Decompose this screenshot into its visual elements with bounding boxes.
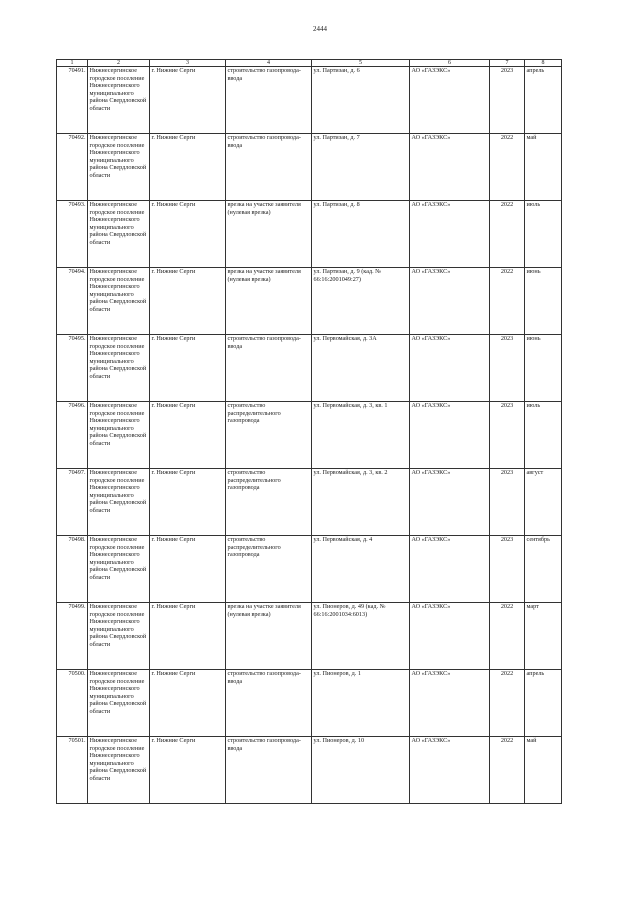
month-cell: март (525, 603, 562, 670)
locality-cell: г. Нижние Серги (150, 201, 226, 268)
organization-cell: АО «ГАЗЭКС» (410, 670, 490, 737)
table-row (57, 335, 562, 402)
address-cell: ул. Партизан, д. 7 (312, 134, 410, 201)
year-cell: 2022 (490, 201, 525, 268)
month-cell: июль (525, 402, 562, 469)
work-type-cell: строительство газопровода-ввода (226, 134, 312, 201)
locality-cell: г. Нижние Серги (150, 469, 226, 536)
municipality-cell: Нижнесергинское городское поселение Нижнесергинского муниципального района Свердловской области (88, 536, 150, 603)
work-type-cell: врезка на участке заявителя (нулевая врезка) (226, 201, 312, 268)
organization-cell: АО «ГАЗЭКС» (410, 603, 490, 670)
month-cell: май (525, 134, 562, 201)
organization-cell: АО «ГАЗЭКС» (410, 268, 490, 335)
organization-cell: АО «ГАЗЭКС» (410, 469, 490, 536)
municipality-cell: Нижнесергинское городское поселение Нижнесергинского муниципального района Свердловской области (88, 402, 150, 469)
address-cell: ул. Первомайская, д. 4 (312, 536, 410, 603)
work-type-cell: строительство распределительного газопровода (226, 402, 312, 469)
row-number: 70496. (57, 402, 88, 469)
gasification-table (56, 59, 562, 804)
address-cell: ул. Партизан, д. 6 (312, 67, 410, 134)
work-type-cell: строительство газопровода-ввода (226, 335, 312, 402)
organization-cell: АО «ГАЗЭКС» (410, 737, 490, 804)
year-cell: 2023 (490, 67, 525, 134)
year-cell: 2022 (490, 268, 525, 335)
locality-cell: г. Нижние Серги (150, 268, 226, 335)
table-row (57, 603, 562, 670)
column-number: 2 (88, 60, 150, 67)
month-cell: сентябрь (525, 536, 562, 603)
address-cell: ул. Пионеров, д. 49 (кад. № 66:16:2001034:6013) (312, 603, 410, 670)
row-number: 70491. (57, 67, 88, 134)
locality-cell: г. Нижние Серги (150, 670, 226, 737)
work-type-cell: строительство газопровода-ввода (226, 670, 312, 737)
column-number: 7 (490, 60, 525, 67)
column-number-row (57, 60, 562, 67)
row-number: 70498. (57, 536, 88, 603)
row-number: 70501. (57, 737, 88, 804)
work-type-cell: строительство газопровода-ввода (226, 737, 312, 804)
municipality-cell: Нижнесергинское городское поселение Нижнесергинского муниципального района Свердловской области (88, 268, 150, 335)
address-cell: ул. Первомайская, д. 3, кв. 1 (312, 402, 410, 469)
row-number: 70493. (57, 201, 88, 268)
locality-cell: г. Нижние Серги (150, 737, 226, 804)
year-cell: 2023 (490, 402, 525, 469)
municipality-cell: Нижнесергинское городское поселение Нижнесергинского муниципального района Свердловской области (88, 670, 150, 737)
column-number: 3 (150, 60, 226, 67)
table-row (57, 737, 562, 804)
municipality-cell: Нижнесергинское городское поселение Нижнесергинского муниципального района Свердловской области (88, 737, 150, 804)
year-cell: 2023 (490, 469, 525, 536)
row-number: 70497. (57, 469, 88, 536)
table-row (57, 268, 562, 335)
work-type-cell: строительство распределительного газопровода (226, 469, 312, 536)
month-cell: июнь (525, 335, 562, 402)
locality-cell: г. Нижние Серги (150, 603, 226, 670)
address-cell: ул. Первомайская, д. 3, кв. 2 (312, 469, 410, 536)
locality-cell: г. Нижние Серги (150, 402, 226, 469)
locality-cell: г. Нижние Серги (150, 134, 226, 201)
column-number: 6 (410, 60, 490, 67)
table-row (57, 201, 562, 268)
table-row (57, 469, 562, 536)
year-cell: 2022 (490, 670, 525, 737)
municipality-cell: Нижнесергинское городское поселение Нижнесергинского муниципального района Свердловской области (88, 67, 150, 134)
municipality-cell: Нижнесергинское городское поселение Нижнесергинского муниципального района Свердловской области (88, 335, 150, 402)
locality-cell: г. Нижние Серги (150, 335, 226, 402)
work-type-cell: строительство газопровода-ввода (226, 67, 312, 134)
month-cell: май (525, 737, 562, 804)
work-type-cell: строительство распределительного газопровода (226, 536, 312, 603)
month-cell: апрель (525, 670, 562, 737)
year-cell: 2023 (490, 536, 525, 603)
organization-cell: АО «ГАЗЭКС» (410, 536, 490, 603)
table-row (57, 67, 562, 134)
municipality-cell: Нижнесергинское городское поселение Нижнесергинского муниципального района Свердловской области (88, 134, 150, 201)
organization-cell: АО «ГАЗЭКС» (410, 335, 490, 402)
address-cell: ул. Партизан, д. 9 (кад. № 66:16:2001049:27) (312, 268, 410, 335)
municipality-cell: Нижнесергинское городское поселение Нижнесергинского муниципального района Свердловской области (88, 469, 150, 536)
year-cell: 2022 (490, 134, 525, 201)
table-row (57, 402, 562, 469)
column-number: 1 (57, 60, 88, 67)
work-type-cell: врезка на участке заявителя (нулевая врезка) (226, 603, 312, 670)
row-number: 70500. (57, 670, 88, 737)
column-number: 4 (226, 60, 312, 67)
year-cell: 2022 (490, 737, 525, 804)
year-cell: 2022 (490, 603, 525, 670)
municipality-cell: Нижнесергинское городское поселение Нижнесергинского муниципального района Свердловской области (88, 201, 150, 268)
address-cell: ул. Пионеров, д. 10 (312, 737, 410, 804)
row-number: 70495. (57, 335, 88, 402)
row-number: 70494. (57, 268, 88, 335)
address-cell: ул. Пионеров, д. 1 (312, 670, 410, 737)
table-row (57, 670, 562, 737)
address-cell: ул. Первомайская, д. 3А (312, 335, 410, 402)
year-cell: 2023 (490, 335, 525, 402)
month-cell: август (525, 469, 562, 536)
locality-cell: г. Нижние Серги (150, 67, 226, 134)
address-cell: ул. Партизан, д. 8 (312, 201, 410, 268)
work-type-cell: врезка на участке заявителя (нулевая врезка) (226, 268, 312, 335)
month-cell: июнь (525, 268, 562, 335)
locality-cell: г. Нижние Серги (150, 536, 226, 603)
row-number: 70499. (57, 603, 88, 670)
month-cell: апрель (525, 67, 562, 134)
month-cell: июль (525, 201, 562, 268)
table-row (57, 536, 562, 603)
organization-cell: АО «ГАЗЭКС» (410, 134, 490, 201)
table-row (57, 134, 562, 201)
column-number: 5 (312, 60, 410, 67)
organization-cell: АО «ГАЗЭКС» (410, 67, 490, 134)
page-number: 2444 (313, 25, 327, 33)
organization-cell: АО «ГАЗЭКС» (410, 402, 490, 469)
row-number: 70492. (57, 134, 88, 201)
organization-cell: АО «ГАЗЭКС» (410, 201, 490, 268)
municipality-cell: Нижнесергинское городское поселение Нижнесергинского муниципального района Свердловской области (88, 603, 150, 670)
column-number: 8 (525, 60, 562, 67)
